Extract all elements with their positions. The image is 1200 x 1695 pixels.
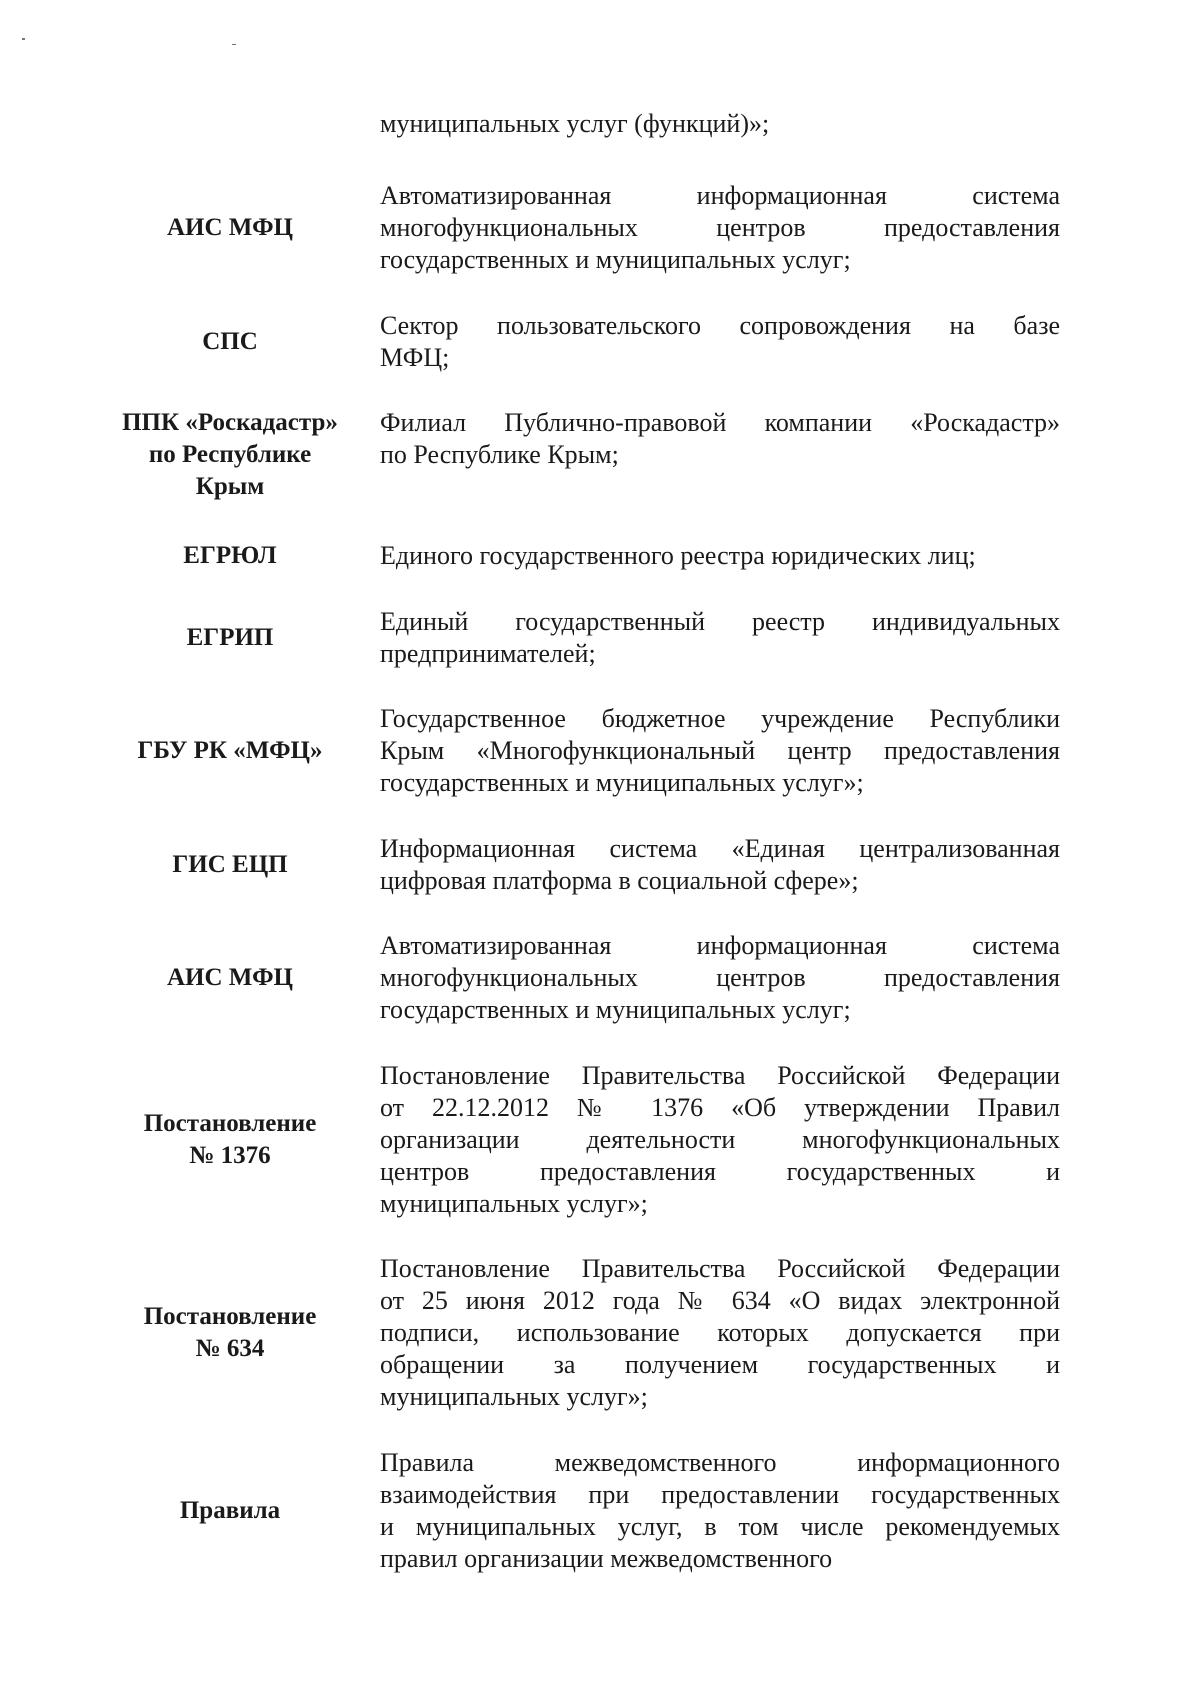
- definition-line: Постановление Правительства Российской Федерации: [380, 1254, 1060, 1283]
- intro-continuation: муниципальных услуг (функций)»;: [380, 109, 770, 138]
- definition-line: Единого государственного реестра юридических лиц;: [380, 541, 976, 570]
- definition-line: предпринимателей;: [380, 639, 596, 668]
- definition-line: Сектор пользовательского сопровождения на базе: [380, 311, 1060, 340]
- definition-line: центров предоставления государственных и: [380, 1157, 1060, 1186]
- glossary-entry: [0, 606, 1200, 670]
- term-line: АИС МФЦ: [167, 964, 293, 991]
- scan-speck: [232, 44, 236, 45]
- definition-line: Автоматизированная информационная система: [380, 931, 1060, 960]
- term-line: Крым: [195, 473, 265, 500]
- definition-line: муниципальных услуг»;: [380, 1189, 648, 1218]
- definition-line: по Республике Крым;: [380, 440, 619, 469]
- definition-line: от 25 июня 2012 года № 634 «О видах электронной: [380, 1286, 1060, 1315]
- glossary-entry: [0, 310, 1200, 374]
- glossary-entry: [0, 930, 1200, 1026]
- glossary-term: [100, 1301, 360, 1365]
- term-line: Постановление: [143, 1110, 317, 1137]
- term-line: ППК «Роскадастр»: [122, 409, 338, 436]
- definition-line: государственных и муниципальных услуг;: [380, 995, 851, 1024]
- glossary-term: [100, 212, 360, 244]
- glossary-definition: [380, 930, 1060, 1026]
- term-line: АИС МФЦ: [167, 214, 293, 241]
- definition-line: Постановление Правительства Российской Федерации: [380, 1061, 1060, 1090]
- glossary-term: [100, 407, 360, 503]
- glossary-definition: [380, 1253, 1060, 1413]
- glossary-term: [100, 735, 360, 767]
- definition-line: многофункциональных центров предоставления: [380, 213, 1060, 242]
- glossary-definition: [380, 703, 1060, 799]
- definition-line: муниципальных услуг»;: [380, 1382, 648, 1411]
- term-line: ЕГРИП: [186, 624, 274, 651]
- term-line: по Республике: [148, 441, 312, 468]
- definition-line: Автоматизированная информационная система: [380, 181, 1060, 210]
- term-line: Правила: [179, 1497, 281, 1524]
- definition-line: Филиал Публично-правовой компании «Роскадастр»: [380, 408, 1060, 437]
- term-line: СПС: [202, 328, 258, 355]
- term-line: № 1376: [189, 1142, 271, 1169]
- definition-line: и муниципальных услуг, в том числе рекомендуемых: [380, 1512, 1060, 1541]
- glossary-term: [100, 1108, 360, 1172]
- glossary-term: [100, 962, 360, 994]
- glossary-definition: [380, 833, 1060, 897]
- glossary-entry: [0, 703, 1200, 799]
- definition-line: Крым «Многофункциональный центр предоставления: [380, 736, 1060, 765]
- glossary-term: [100, 326, 360, 358]
- glossary-definition: [380, 1060, 1060, 1220]
- definition-line: подписи, использование которых допускается при: [380, 1318, 1060, 1347]
- term-line: ЕГРЮЛ: [183, 542, 277, 569]
- definition-line: правил организации межведомственного: [380, 1544, 833, 1573]
- term-line: ГБУ РК «МФЦ»: [137, 737, 323, 764]
- glossary-definition: [380, 606, 1060, 670]
- definition-line: от 22.12.2012 № 1376 «Об утверждении Правил: [380, 1093, 1060, 1122]
- glossary-entry: [0, 407, 1200, 503]
- term-line: Постановление: [143, 1303, 317, 1330]
- glossary-definition: [380, 1447, 1060, 1575]
- definition-line: обращении за получением государственных и: [380, 1350, 1060, 1379]
- scan-speck: [22, 38, 25, 40]
- glossary-entry: [0, 1253, 1200, 1413]
- definition-line: Единый государственный реестр индивидуальных: [380, 607, 1060, 636]
- term-line: № 634: [195, 1335, 265, 1362]
- glossary-term: [100, 622, 360, 654]
- glossary-entry: [0, 1060, 1200, 1220]
- definition-line: взаимодействия при предоставлении государственных: [380, 1480, 1060, 1509]
- glossary-entry: [0, 833, 1200, 897]
- glossary-entry: [0, 180, 1200, 276]
- glossary-definition: [380, 540, 1060, 572]
- definition-line: организации деятельности многофункциональных: [380, 1125, 1060, 1154]
- glossary-definition: [380, 407, 1060, 471]
- definition-line: многофункциональных центров предоставления: [380, 963, 1060, 992]
- definition-line: цифровая платформа в социальной сфере»;: [380, 866, 859, 895]
- term-line: ГИС ЕЦП: [172, 851, 288, 878]
- glossary-entry: [0, 540, 1200, 572]
- definition-line: МФЦ;: [380, 343, 450, 372]
- glossary-term: [100, 540, 360, 572]
- glossary-definition: [380, 180, 1060, 276]
- definition-line: государственных и муниципальных услуг;: [380, 245, 851, 274]
- definition-line: Государственное бюджетное учреждение Республики: [380, 704, 1060, 733]
- glossary-term: [100, 849, 360, 881]
- definition-line: государственных и муниципальных услуг»;: [380, 768, 864, 797]
- glossary-entry: [0, 1447, 1200, 1575]
- glossary-definition: [380, 310, 1060, 374]
- glossary-term: [100, 1495, 360, 1527]
- definition-line: Правила межведомственного информационного: [380, 1448, 1060, 1477]
- definition-line: Информационная система «Единая централизованная: [380, 834, 1060, 863]
